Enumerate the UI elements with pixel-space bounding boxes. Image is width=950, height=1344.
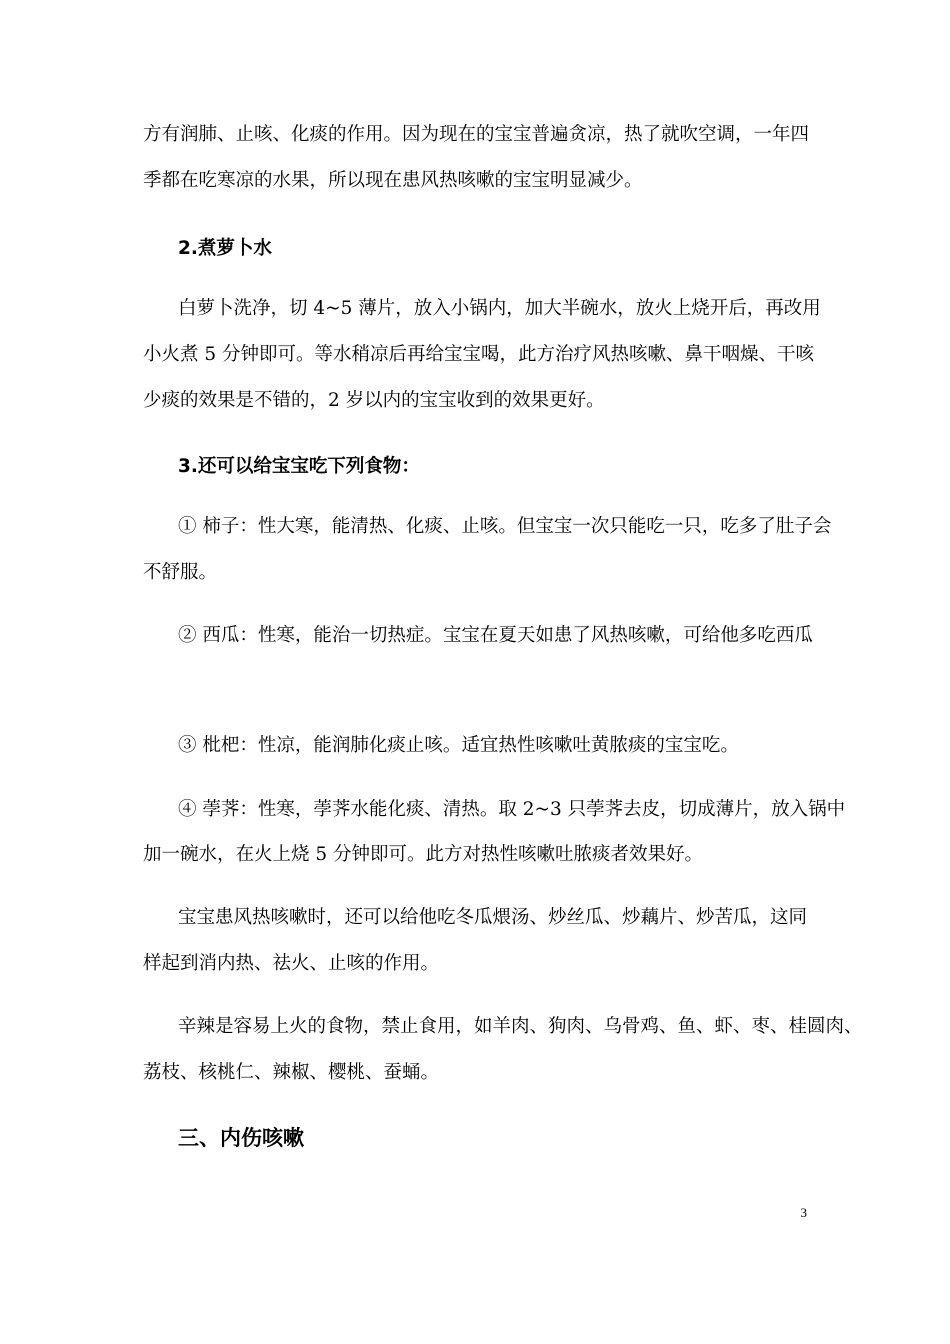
paragraph-line: 少痰的效果是不错的，2 岁以内的宝宝收到的效果更好。	[143, 390, 605, 411]
paragraph-line: 方有润肺、止咳、化痰的作用。因为现在的宝宝普遍贪凉，热了就吹空调，一年四	[143, 124, 810, 145]
paragraph-line: ② 西瓜：性寒，能治一切热症。宝宝在夏天如患了风热咳嗽，可给他多吃西瓜	[178, 625, 813, 646]
paragraph-line: ④ 荸荠：性寒，荸荠水能化痰、清热。取 2~3 只荸荠去皮，切成薄片，放入锅中	[178, 799, 846, 820]
subheading-radish-water: 2.煮萝卜水	[178, 238, 272, 259]
paragraph-line: 季都在吃寒凉的水果，所以现在患风热咳嗽的宝宝明显减少。	[143, 170, 643, 191]
paragraph-line: 不舒服。	[143, 562, 218, 583]
page-number: 3	[800, 1205, 807, 1220]
paragraph-line: 宝宝患风热咳嗽时，还可以给他吃冬瓜煨汤、炒丝瓜、炒藕片、炒苦瓜，这同	[178, 907, 808, 928]
paragraph-line: 荔枝、核桃仁、辣椒、樱桃、蚕蛹。	[143, 1062, 440, 1083]
paragraph-line: 小火煮 5 分钟即可。等水稍凉后再给宝宝喝，此方治疗风热咳嗽、鼻干咽燥、干咳	[143, 344, 815, 365]
paragraph-line: 白萝卜洗净，切 4~5 薄片，放入小锅内，加大半碗水，放火上烧开后，再改用	[178, 298, 821, 319]
paragraph-line: ③ 枇杷：性凉，能润肺化痰止咳。适宜热性咳嗽吐黄脓痰的宝宝吃。	[178, 735, 739, 756]
subheading-foods: 3.还可以给宝宝吃下列食物：	[178, 456, 420, 477]
paragraph-line: 样起到消内热、祛火、止咳的作用。	[143, 953, 440, 974]
paragraph-line: 加一碗水，在火上烧 5 分钟即可。此方对热性咳嗽吐脓痰者效果好。	[143, 844, 704, 865]
paragraph-line: ① 柿子：性大寒，能清热、化痰、止咳。但宝宝一次只能吃一只，吃多了肚子会	[178, 516, 832, 537]
paragraph-line: 辛辣是容易上火的食物，禁止食用，如羊肉、狗肉、乌骨鸡、鱼、虾、枣、桂圆肉、	[178, 1016, 863, 1037]
section-heading: 三、内伤咳嗽	[178, 1126, 304, 1150]
